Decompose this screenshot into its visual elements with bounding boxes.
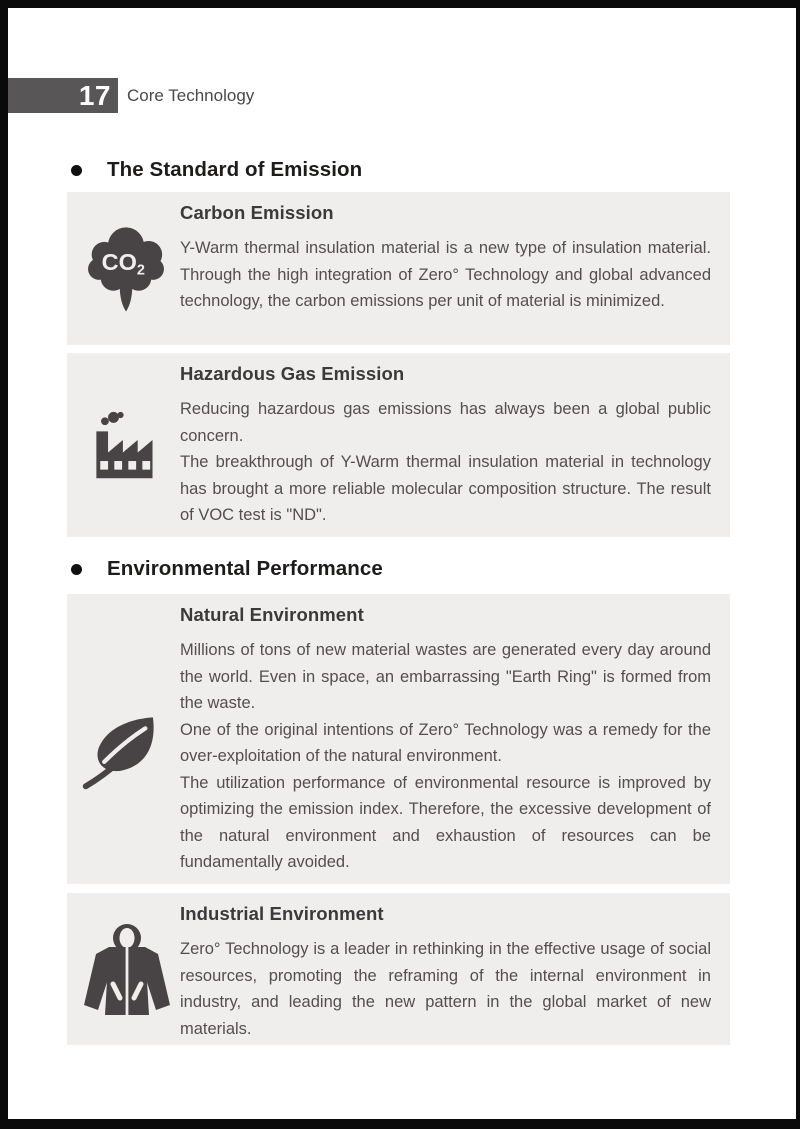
card-paragraph: Zero° Technology is a leader in rethinking in the effective usage of social resources, promoting the reframing of the internal environment in industry, and leading the new pattern in the global market of new materials. [180, 940, 711, 1038]
section-header-emission [71, 156, 362, 184]
page-number-banner [8, 78, 118, 113]
factory-icon [87, 401, 165, 493]
bullet-icon [71, 165, 82, 176]
leaf-icon [79, 706, 163, 796]
card-title: Natural Environment [180, 604, 364, 625]
card-title: Hazardous Gas Emission [180, 363, 405, 384]
card-industrial-environment [67, 893, 730, 1045]
card-paragraph: One of the original intentions of Zero° Technology was a remedy for the over-exploitation of the natural environment. [180, 720, 711, 765]
card-paragraph: Y-Warm thermal insulation material is a new type of insulation material. Through the high integration of Zero° Technology and global advanced technology, the carbon emissions per unit of material is minimized. [180, 239, 711, 310]
card-carbon-emission [67, 192, 730, 345]
section-title: The Standard of Emission [107, 158, 363, 181]
co2-cloud-icon [81, 222, 171, 316]
jacket-icon [75, 919, 179, 1031]
card-title: Carbon Emission [180, 202, 334, 223]
section-title: Environmental Performance [107, 557, 383, 580]
card-paragraph: The utilization performance of environmental resource is improved by optimizing the emission index. Therefore, the excessive development of the natural environment and exhaustion of resources can be fundamentally avoided. [180, 773, 711, 871]
card-title: Industrial Environment [180, 903, 384, 924]
card-natural-environment [67, 594, 730, 884]
card-hazardous-gas [67, 353, 730, 537]
card-paragraph: The breakthrough of Y-Warm thermal insulation material in technology has brought a more reliable molecular composition structure. The result of VOC test is "ND". [180, 453, 711, 524]
section-header-environment [71, 555, 383, 583]
page-number: 17 [78, 79, 111, 111]
page-title: Core Technology [127, 85, 255, 105]
bullet-icon [71, 564, 82, 575]
card-paragraph: Millions of tons of new material wastes are generated every day around the world. Even in space, an embarrassing "Earth Ring" is formed from the waste. [180, 641, 711, 712]
card-paragraph: Reducing hazardous gas emissions has always been a global public concern. [180, 400, 711, 445]
svg-text:CO2: CO2 [101, 248, 145, 279]
